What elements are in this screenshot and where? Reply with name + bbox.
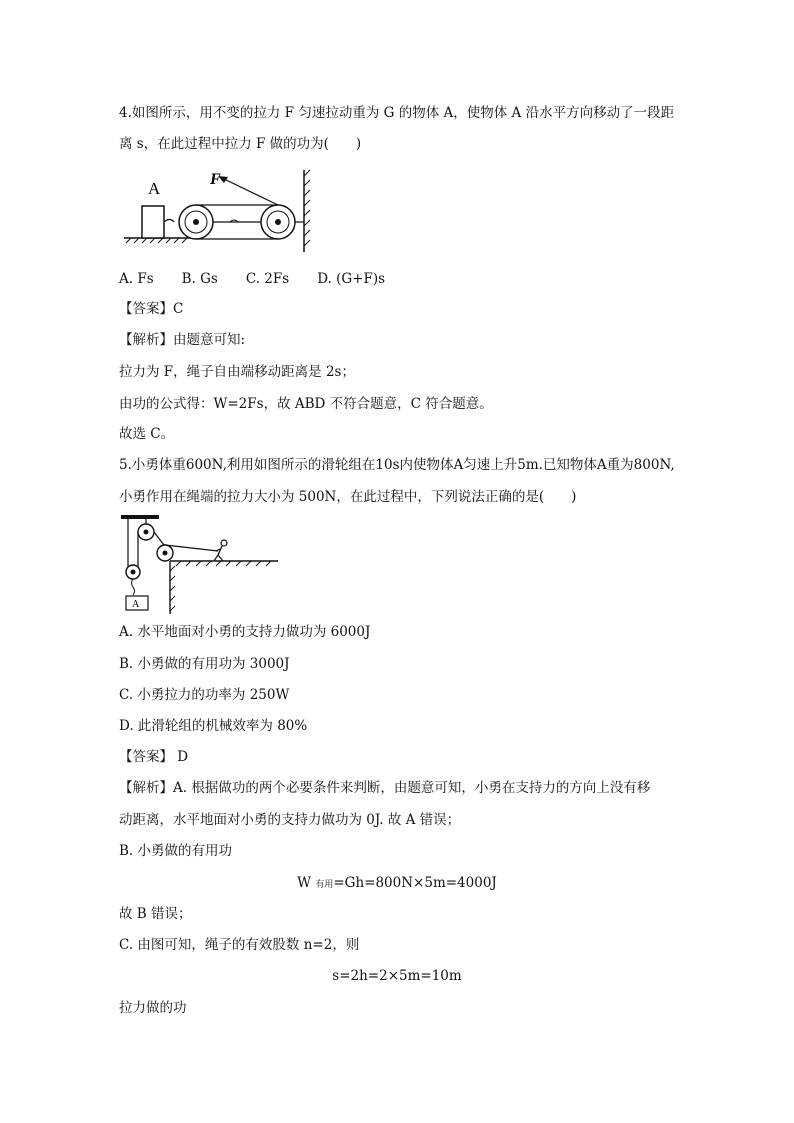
formula-subscript: 有用 [315,880,334,890]
q4-figure-label-a: A [148,179,161,198]
q5-option-b: B. 小勇做的有用功为 3000J [119,656,290,672]
q4-analysis-title: 【解析】由题意可知: [119,332,246,348]
q5-analysis-last: 拉力做的功 [119,1000,187,1016]
q5-pulley-figure [118,511,283,616]
q5-option-c: C. 小勇拉力的功率为 250W [119,687,290,703]
q5-analysis-line1: 【解析】A. 根据做功的两个必要条件来判断，由题意可知，小勇在支持力的方向上没有移 [119,780,651,796]
q5-answer: 【答案】 D [119,749,189,765]
q4-analysis-line2: 由功的公式得：W=2Fs，故 ABD 不符合题意，C 符合题意。 [119,396,493,412]
q5-figure-label-a: A [132,599,140,610]
formula-w: W [297,875,312,891]
q4-stem-line1: 4.如图所示，用不变的拉力 F 匀速拉动重为 G 的物体 A，使物体 A 沿水平方向移动了一段距 [119,105,675,121]
q4-option-b: B. Gs [181,271,218,287]
q4-analysis-line1: 拉力为 F，绳子自由端移动距离是 2s； [119,364,355,380]
q4-conclusion: 故选 C。 [119,426,175,442]
q4-figure-label-f: F [210,171,221,188]
q4-pulley-figure [118,166,318,256]
q5-analysis-b: B. 小勇做的有用功 [119,843,233,859]
q5-option-d: D. 此滑轮组的机械效率为 80% [119,718,308,734]
q4-answer: 【答案】C [119,301,184,317]
q5-stem-line1: 5.小勇体重600N,利用如图所示的滑轮组在10s内使物体A匀速上升5m.已知物体A重为800N, [119,457,675,473]
q5-analysis-line2: 动距离，水平地面对小勇的支持力做功为 0J. 故 A 错误； [119,812,461,828]
q4-options [119,269,413,289]
q5-stem-line2: 小勇作用在绳端的拉力大小为 500N，在此过程中，下列说法正确的是( ) [119,489,577,505]
q4-option-c: C. 2Fs [245,271,290,287]
q5-analysis-b-end: 故 B 错误； [119,906,192,922]
q4-stem-line2: 离 s，在此过程中拉力 F 做的功为( ) [119,136,362,152]
formula-rest: =Gh=800N×5m=4000J [333,875,497,891]
q5-formula-distance: s=2h=2×5m=10m [332,968,462,984]
q5-option-a: A. 水平地面对小勇的支持力做功为 6000J [119,624,371,640]
q4-option-a: A. Fs [119,271,154,287]
q5-analysis-c: C. 由图可知，绳子的有效股数 n=2，则 [119,937,360,953]
q5-formula-useful-work [0,873,794,895]
q4-option-d: D. (G+F)s [317,271,386,287]
